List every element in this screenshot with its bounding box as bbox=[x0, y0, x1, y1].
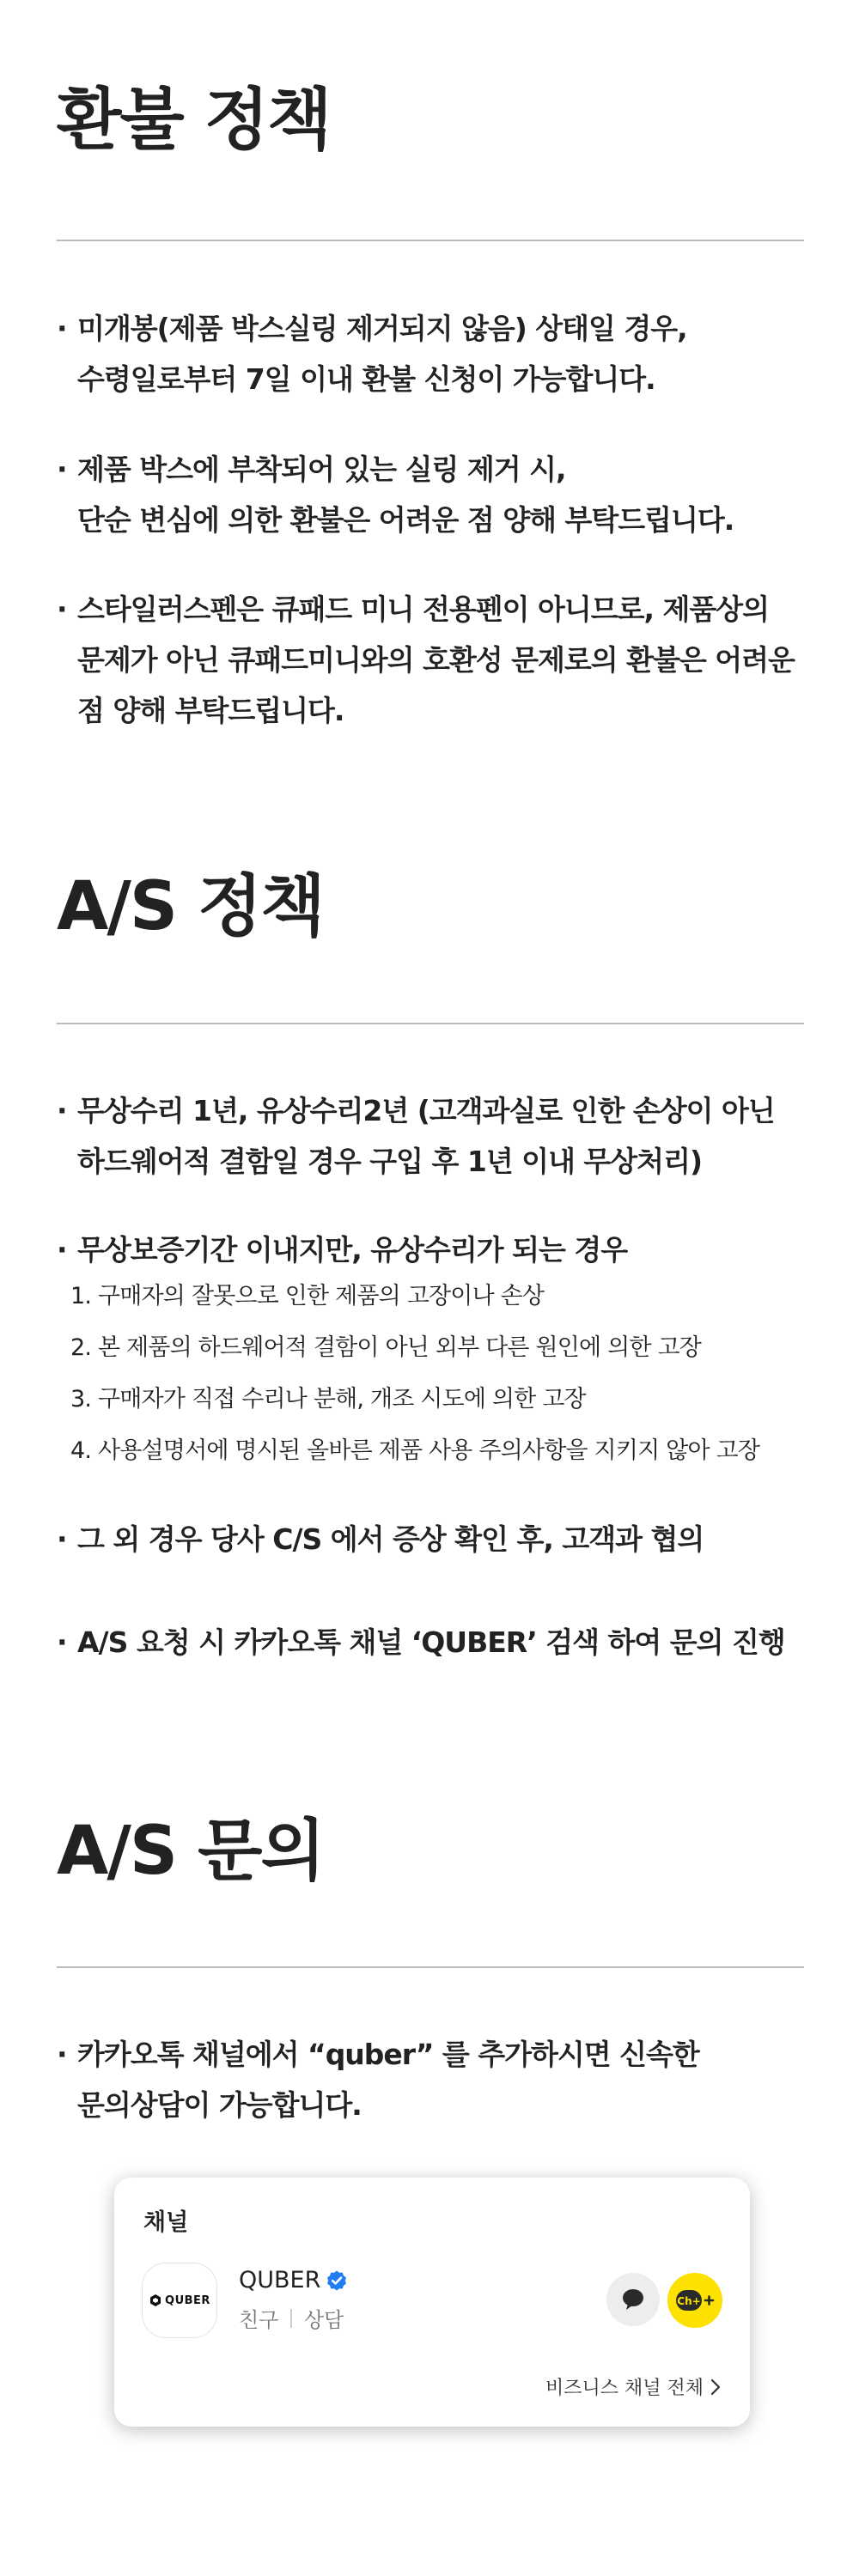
refund-bullet-2 bbox=[57, 444, 813, 545]
add-channel-button[interactable] bbox=[667, 2273, 722, 2328]
logo-text: QUBER bbox=[165, 2293, 210, 2307]
as-bullet-1 bbox=[57, 1085, 813, 1187]
channel-name: QUBER bbox=[239, 2267, 321, 2293]
divider bbox=[57, 1966, 804, 1968]
meta-separator bbox=[290, 2309, 292, 2328]
bullet-dot: · bbox=[57, 453, 67, 486]
chevron-right-icon bbox=[710, 2379, 721, 2396]
quber-logo-icon bbox=[149, 2293, 162, 2307]
bullet-text: 제품 박스에 부착되어 있는 실링 제거 시, 단순 변심에 의한 환불은 어려운 점 양해 부탁드립니다. bbox=[77, 453, 734, 537]
list-item: 3. 구매자가 직접 수리나 분해, 개조 시도에 의한 고장 bbox=[70, 1386, 586, 1413]
list-item: 4. 사용설명서에 명시된 올바른 제품 사용 주의사항을 지키지 않아 고장 bbox=[70, 1437, 760, 1464]
bullet-dot: · bbox=[57, 1625, 67, 1659]
bullet-dot: · bbox=[57, 592, 67, 626]
channel-logo[interactable] bbox=[142, 2263, 217, 2338]
channel-meta bbox=[239, 2303, 344, 2333]
bullet-text: 그 외 경우 당사 C/S 에서 증상 확인 후, 고객과 협의 bbox=[77, 1522, 704, 1556]
refund-policy-title: 환불 정책 bbox=[57, 82, 331, 159]
bullet-text: 무상보증기간 이내지만, 유상수리가 되는 경우 bbox=[77, 1233, 628, 1267]
list-item: 2. 본 제품의 하드웨어적 결함이 아닌 외부 다른 원인에 의한 고장 bbox=[70, 1334, 702, 1361]
meta-consult: 상담 bbox=[303, 2308, 344, 2332]
refund-bullet-1 bbox=[57, 303, 813, 404]
bullet-text: 스타일러스펜은 큐패드 미니 전용펜이 아니므로, 제품상의 문제가 아닌 큐패드미니와의 호환성 문제로의 환불은 어려운 점 양해 부탁드립니다. bbox=[77, 592, 795, 727]
bullet-dot: · bbox=[57, 2038, 67, 2071]
inquiry-bullet-1 bbox=[57, 2029, 813, 2130]
verified-badge-icon bbox=[326, 2269, 348, 2292]
channel-add-icon bbox=[675, 2287, 715, 2313]
meta-friend: 친구 bbox=[239, 2308, 279, 2332]
bullet-text: 미개봉(제품 박스실링 제거되지 않음) 상태일 경우, 수령일로부터 7일 이내 환불 신청이 가능합니다. bbox=[77, 312, 687, 396]
as-bullet-4 bbox=[57, 1617, 813, 1668]
refund-bullet-3 bbox=[57, 584, 813, 736]
add-button-label: Ch+ bbox=[677, 2295, 701, 2307]
kakao-channel-card bbox=[114, 2178, 750, 2427]
bullet-dot: · bbox=[57, 1233, 67, 1267]
as-bullet-3 bbox=[57, 1514, 813, 1564]
bullet-dot: · bbox=[57, 312, 67, 345]
chat-bubble-icon bbox=[620, 2287, 646, 2312]
bullet-text: A/S 요청 시 카카오톡 채널 ‘QUBER’ 검색 하여 문의 진행 bbox=[77, 1625, 785, 1659]
divider bbox=[57, 1023, 804, 1024]
as-bullet-2 bbox=[57, 1224, 813, 1275]
chat-button[interactable] bbox=[606, 2273, 660, 2326]
list-item: 1. 구매자의 잘못으로 인한 제품의 고장이나 손상 bbox=[70, 1283, 545, 1309]
channel-name-row[interactable] bbox=[239, 2267, 348, 2293]
more-link-label: 비즈니스 채널 전체 bbox=[545, 2378, 704, 2399]
bullet-text: 카카오톡 채널에서 “quber” 를 추가하시면 신속한 문의상담이 가능합니다. bbox=[77, 2038, 699, 2122]
bullet-dot: · bbox=[57, 1094, 67, 1127]
paid-repair-cases-list bbox=[70, 1271, 818, 1477]
divider bbox=[57, 240, 804, 241]
as-inquiry-title: A/S 문의 bbox=[57, 1813, 324, 1890]
business-channel-all-link[interactable] bbox=[545, 2373, 721, 2400]
bullet-dot: · bbox=[57, 1522, 67, 1556]
bullet-text: 무상수리 1년, 유상수리2년 (고객과실로 인한 손상이 아닌 하드웨어적 결함일 경우 구입 후 1년 이내 무상처리) bbox=[77, 1094, 775, 1178]
channel-card-heading: 채널 bbox=[143, 2209, 189, 2236]
as-policy-title: A/S 정책 bbox=[57, 868, 324, 945]
